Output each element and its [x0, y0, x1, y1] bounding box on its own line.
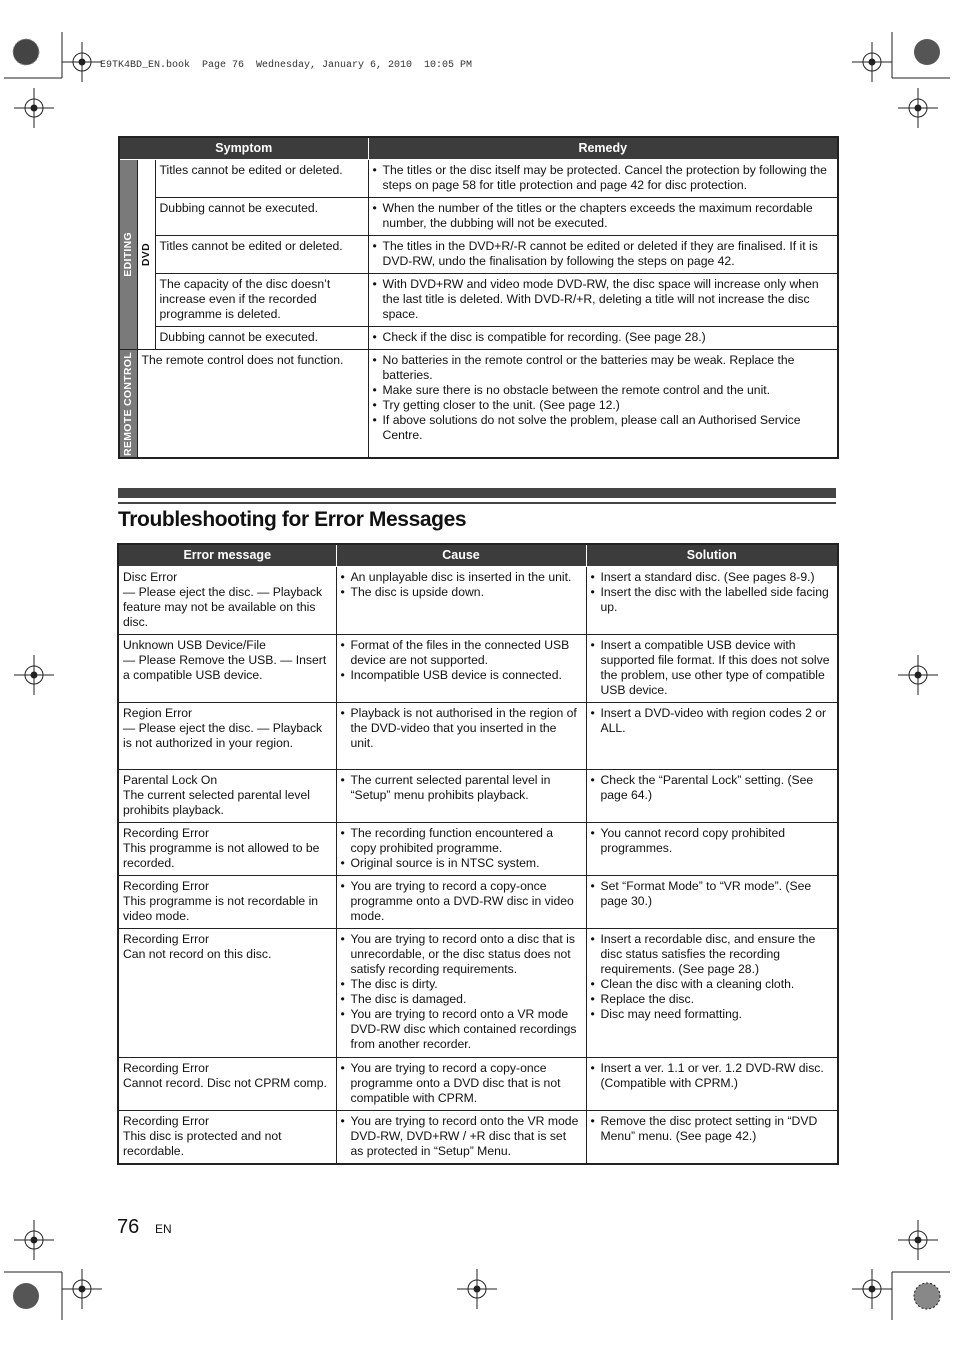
crosshair-mark-br — [852, 1269, 892, 1309]
table-row — [118, 1058, 838, 1111]
section-rule-thin — [118, 502, 836, 504]
symptom-cell: Titles cannot be edited or deleted. — [155, 160, 368, 198]
crosshair-mark-tr — [852, 42, 892, 82]
crosshair-mark-bl — [62, 1269, 102, 1309]
table-header-row — [118, 544, 838, 567]
table-header-row — [119, 137, 838, 160]
crosshair-mark-bc — [457, 1269, 497, 1309]
color-target-tr — [914, 39, 940, 65]
solution-cell: • Insert a recordable disc, and ensure the disc status satisfies the recording requirements. (See page 28.) • Clean the disc with a cleaning cloth. • Replace the disc. • Disc may need formatting. — [586, 929, 838, 1058]
table-row — [119, 274, 838, 327]
category-remote-control: REMOTE CONTROL — [119, 350, 137, 459]
error-message-cell: Parental Lock On The current selected parental level prohibits playback. — [118, 770, 336, 823]
remedy-cell: • No batteries in the remote control or the batteries may be weak. Replace the batteries. • Make sure there is no obstacle between the remote control and the unit. • Try getting closer to the unit. (See page 12.) • If above solutions do not solve the problem, please call an Authorised Service Centre. — [368, 350, 838, 459]
cause-cell: • You are trying to record a copy-once programme onto a DVD disc that is not compatible with CPRM. — [336, 1058, 586, 1111]
solution-cell: • Remove the disc protect setting in “DVD Menu” menu. (See page 42.) — [586, 1111, 838, 1165]
crosshair-mark-tl — [62, 42, 102, 82]
remedy-cell: • With DVD+RW and video mode DVD-RW, the disc space will increase only when the last title is deleted. With DVD-R/+R, deleting a title will not increase the disc space. — [368, 274, 838, 327]
section-title: Troubleshooting for Error Messages — [118, 508, 467, 531]
error-messages-table — [117, 543, 839, 1165]
page-number: 76 — [117, 1216, 140, 1238]
error-message-cell: Recording Error This disc is protected and not recordable. — [118, 1111, 336, 1165]
table-row — [118, 703, 838, 770]
solution-cell: • Insert a standard disc. (See pages 8-9.) • Insert the disc with the labelled side facing up. — [586, 567, 838, 635]
symptom-cell: Dubbing cannot be executed. — [155, 327, 368, 350]
crosshair-mark-r1 — [898, 88, 938, 128]
cause-cell: • The recording function encountered a copy prohibited programme. • Original source is in NTSC system. — [336, 823, 586, 876]
table-row — [119, 198, 838, 236]
solution-cell: • Check the “Parental Lock” setting. (See page 64.) — [586, 770, 838, 823]
cause-cell: • You are trying to record onto the VR mode DVD-RW, DVD+RW / +R disc that is set as protected in “Setup” Menu. — [336, 1111, 586, 1165]
table-row — [118, 770, 838, 823]
cause-cell: • You are trying to record onto a disc that is unrecordable, or the disc status does not satisfy recording requirements. • The disc is dirty. • The disc is damaged. • You are trying to record onto a VR mode DVD-RW disc which contained recordings from another recorder. — [336, 929, 586, 1058]
error-message-cell: Recording Error Cannot record. Disc not CPRM comp. — [118, 1058, 336, 1111]
table-row — [118, 1111, 838, 1165]
solution-cell: • You cannot record copy prohibited programmes. — [586, 823, 838, 876]
error-message-cell: Recording Error Can not record on this disc. — [118, 929, 336, 1058]
remedy-cell: • The titles or the disc itself may be protected. Cancel the protection by following the steps on page 58 for title protection and page 42 for disc protection. — [368, 160, 838, 198]
color-target-br — [914, 1283, 940, 1309]
solution-cell: • Insert a DVD-video with region codes 2 or ALL. — [586, 703, 838, 770]
remedy-cell: • The titles in the DVD+R/-R cannot be edited or deleted if they are finalised. If it is DVD-RW, undo the finalisation by following the steps on page 42. — [368, 236, 838, 274]
error-message-cell: Region Error — Please eject the disc. — Playback is not authorized in your region. — [118, 703, 336, 770]
error-message-header: Error message — [118, 544, 336, 567]
crosshair-mark-rm — [898, 655, 938, 695]
symptom-cell: The remote control does not function. — [137, 350, 368, 459]
symptom-header: Symptom — [119, 137, 368, 160]
symptom-cell: Titles cannot be edited or deleted. — [155, 236, 368, 274]
crosshair-mark-r2 — [898, 1220, 938, 1260]
table-row — [119, 160, 838, 198]
solution-header: Solution — [586, 544, 838, 567]
solution-cell: • Insert a ver. 1.1 or ver. 1.2 DVD-RW disc. (Compatible with CPRM.) — [586, 1058, 838, 1111]
solution-cell: • Set “Format Mode” to “VR mode”. (See page 30.) — [586, 876, 838, 929]
category-dvd: DVD — [137, 160, 155, 350]
table-row — [118, 929, 838, 1058]
page-language: EN — [155, 1222, 172, 1236]
table-row — [119, 236, 838, 274]
category-editing: EDITING — [119, 160, 137, 350]
crosshair-mark-lm — [14, 655, 54, 695]
error-message-cell: Recording Error This programme is not allowed to be recorded. — [118, 823, 336, 876]
cause-header: Cause — [336, 544, 586, 567]
cause-cell: • Format of the files in the connected USB device are not supported. • Incompatible USB device is connected. — [336, 635, 586, 703]
remedy-cell: • When the number of the titles or the chapters exceeds the maximum recordable number, the dubbing will not be executed. — [368, 198, 838, 236]
symptom-cell: Dubbing cannot be executed. — [155, 198, 368, 236]
cause-cell: • You are trying to record a copy-once programme onto a DVD-RW disc in video mode. — [336, 876, 586, 929]
crosshair-mark-l1 — [14, 88, 54, 128]
remedy-header: Remedy — [368, 137, 838, 160]
table-row — [118, 876, 838, 929]
table-row — [118, 567, 838, 635]
print-header: E9TK4BD_EN.book Page 76 Wednesday, January 6, 2010 10:05 PM — [100, 60, 473, 71]
cause-cell: • The current selected parental level in “Setup” menu prohibits playback. — [336, 770, 586, 823]
table-row — [119, 350, 838, 459]
table-row — [118, 823, 838, 876]
troubleshooting-table — [118, 136, 839, 459]
solution-cell: • Insert a compatible USB device with supported file format. If this does not solve the problem, use other type of compatible USB device. — [586, 635, 838, 703]
color-target-bl — [13, 1283, 39, 1309]
symptom-cell: The capacity of the disc doesn’t increase even if the recorded programme is deleted. — [155, 274, 368, 327]
cause-cell: • Playback is not authorised in the region of the DVD-video that you inserted in the unit. — [336, 703, 586, 770]
crosshair-mark-l2 — [14, 1220, 54, 1260]
section-rule-thick — [118, 488, 836, 498]
error-message-cell: Disc Error — Please eject the disc. — Playback feature may not be available on this disc. — [118, 567, 336, 635]
error-message-cell: Unknown USB Device/File — Please Remove the USB. — Insert a compatible USB device. — [118, 635, 336, 703]
remedy-cell: • Check if the disc is compatible for recording. (See page 28.) — [368, 327, 838, 350]
cause-cell: • An unplayable disc is inserted in the unit. • The disc is upside down. — [336, 567, 586, 635]
table-row — [119, 327, 838, 350]
color-target-tl — [13, 39, 39, 65]
table-row — [118, 635, 838, 703]
error-message-cell: Recording Error This programme is not recordable in video mode. — [118, 876, 336, 929]
